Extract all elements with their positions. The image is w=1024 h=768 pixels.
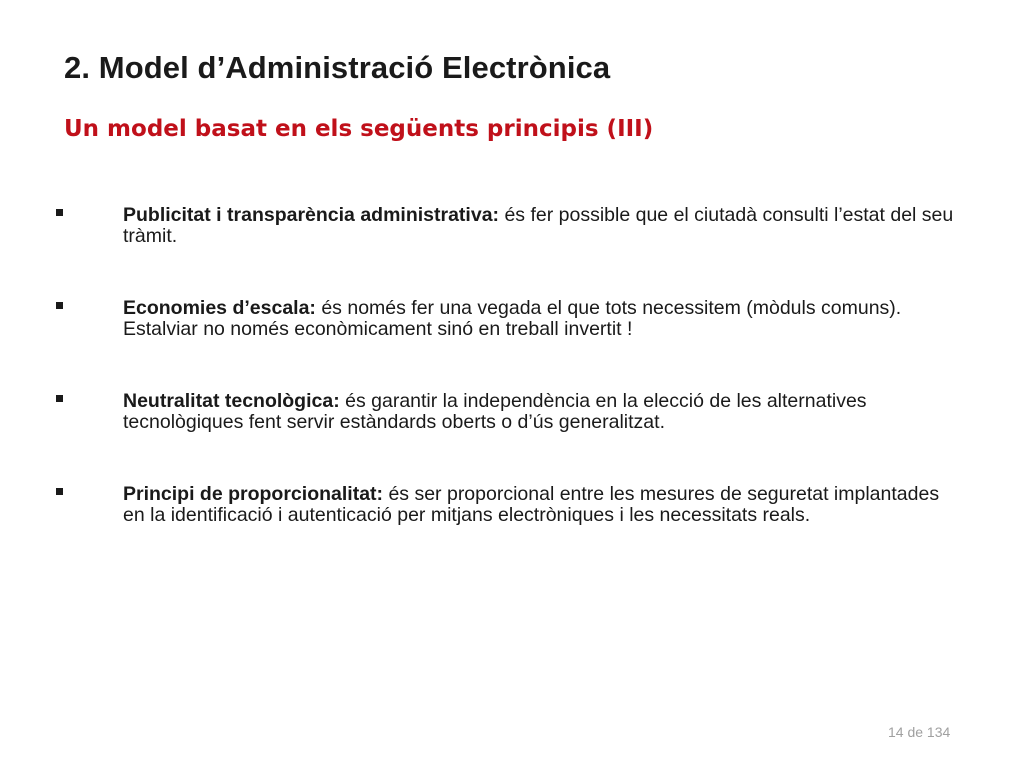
bullet-text: és fer possible que el ciutadà consulti l’estat del seu tràmit.	[123, 204, 954, 247]
square-bullet-icon	[56, 488, 63, 495]
slide-title: 2. Model d’Administració Electrònica	[64, 50, 611, 85]
bullet-list	[56, 205, 956, 526]
bullet-text: és garantir la independència en la elecció de les alternatives tecnològiques fent servir estàndards oberts o d’ús generalitzat.	[123, 390, 867, 433]
square-bullet-icon	[56, 302, 63, 309]
bullet-term: Economies d’escala:	[123, 297, 316, 319]
square-bullet-icon	[56, 209, 63, 216]
bullet-item-economies	[56, 298, 956, 340]
bullet-term: Neutralitat tecnològica:	[123, 390, 340, 412]
bullet-term: Principi de proporcionalitat:	[123, 483, 384, 505]
square-bullet-icon	[56, 395, 63, 402]
bullet-item-proporcionalitat	[56, 484, 956, 526]
bullet-term: Publicitat i transparència administrativa:	[123, 204, 500, 226]
bullet-text: és només fer una vegada el que tots necessitem (mòduls comuns). Estalviar no només econòmicament sinó en treball invertit !	[123, 297, 902, 340]
bullet-text: és ser proporcional entre les mesures de seguretat implantades en la identificació i autenticació per mitjans electròniques i les necessitats reals.	[123, 483, 940, 526]
bullet-item-publicitat	[56, 205, 956, 247]
slide-subtitle: Un model basat en els següents principis (III)	[64, 116, 654, 142]
page-number: 14 de 134	[888, 724, 951, 740]
bullet-item-neutralitat	[56, 391, 956, 433]
